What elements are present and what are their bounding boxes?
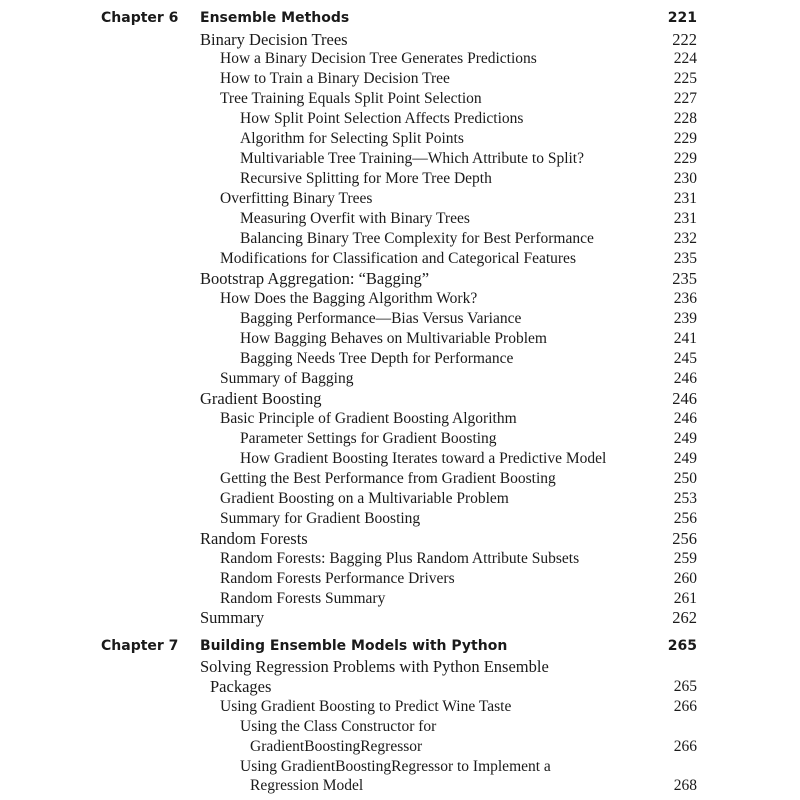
toc-entry-subsubsection: Algorithm for Selecting Split Points — [240, 130, 464, 147]
toc-entry-subsubsection: Multivariable Tree Training—Which Attribute to Split? — [240, 150, 584, 167]
toc-entry-page: 249 — [673, 450, 697, 467]
toc-entry-subsubsection: Bagging Needs Tree Depth for Performance — [240, 350, 514, 367]
toc-entry-subsection: Basic Principle of Gradient Boosting Algorithm — [220, 410, 517, 427]
toc-entry-subsubsection: How Split Point Selection Affects Predictions — [240, 110, 524, 127]
toc-entry-subsection: How Does the Bagging Algorithm Work? — [220, 290, 478, 307]
toc-entry-subsection: Tree Training Equals Split Point Selection — [220, 90, 482, 107]
toc-entry-subsection: Modifications for Classification and Categorical Features — [220, 250, 576, 267]
toc-entry-subsubsection: How Bagging Behaves on Multivariable Problem — [240, 330, 547, 347]
toc-entry-page: 262 — [672, 608, 697, 627]
toc-entry-subsubsection: Parameter Settings for Gradient Boosting — [240, 430, 497, 447]
chapter-label: Chapter 6 — [101, 10, 179, 26]
toc-entry-page: 246 — [673, 370, 697, 387]
toc-entry-page: 236 — [673, 290, 697, 307]
toc-entry-subsection: Overfitting Binary Trees — [220, 190, 373, 207]
toc-entry-subsubsection: Recursive Splitting for More Tree Depth — [240, 170, 492, 187]
toc-entry-page: 253 — [673, 490, 697, 507]
chapter-page-number: 265 — [667, 638, 697, 654]
toc-entry-subsubsection-continuation: Regression Model — [250, 777, 364, 794]
toc-entry-page: 241 — [673, 330, 697, 347]
chapter-page-number: 221 — [667, 10, 697, 26]
toc-entry-subsubsection: Bagging Performance—Bias Versus Variance — [240, 310, 522, 327]
toc-entry-section: Random Forests — [200, 529, 308, 548]
toc-entry-page: 227 — [673, 90, 697, 107]
toc-entry-page: 249 — [673, 430, 697, 447]
toc-entry-page: 268 — [673, 777, 697, 794]
toc-entry-page: 232 — [673, 230, 697, 247]
toc-entry-subsection: How to Train a Binary Decision Tree — [220, 70, 450, 87]
toc-entry-subsubsection: How Gradient Boosting Iterates toward a Predictive Model — [240, 450, 607, 467]
toc-entry-page: 246 — [672, 389, 697, 408]
toc-entry-page: 266 — [673, 738, 697, 755]
toc-entry-page: 231 — [673, 190, 697, 207]
toc-entry-page: 266 — [673, 698, 697, 715]
toc-entry-section: Binary Decision Trees — [200, 30, 348, 49]
toc-entry-page: 225 — [673, 70, 697, 87]
toc-entry-subsection: Using Gradient Boosting to Predict Wine Taste — [220, 698, 512, 715]
toc-entry-page: 260 — [673, 570, 697, 587]
toc-entry-page: 265 — [673, 678, 697, 695]
toc-entry-subsubsection: Measuring Overfit with Binary Trees — [240, 210, 470, 227]
toc-entry-page: 250 — [673, 470, 697, 487]
toc-entry-subsection: Summary for Gradient Boosting — [220, 510, 421, 527]
toc-entry-page: 235 — [672, 269, 697, 288]
toc-entry-subsubsection: Balancing Binary Tree Complexity for Best Performance — [240, 230, 594, 247]
toc-entry-subsection: Gradient Boosting on a Multivariable Problem — [220, 490, 509, 507]
toc-entry-page: 239 — [673, 310, 697, 327]
toc-entry-subsection: Random Forests Summary — [220, 590, 386, 607]
toc-entry-section: Bootstrap Aggregation: “Bagging” — [200, 269, 430, 288]
toc-entry-subsubsection-continuation: GradientBoostingRegressor — [250, 738, 423, 755]
toc-entry-section: Summary — [200, 608, 265, 627]
toc-entry-page: 246 — [673, 410, 697, 427]
toc-entry-section: Solving Regression Problems with Python Ensemble — [200, 657, 549, 676]
toc-entry-page: 231 — [673, 210, 697, 227]
toc-entry-page: 259 — [673, 550, 697, 567]
toc-entry-section: Gradient Boosting — [200, 389, 322, 408]
toc-entry-subsection: How a Binary Decision Tree Generates Predictions — [220, 50, 537, 67]
chapter-title: Building Ensemble Models with Python — [200, 638, 508, 654]
toc-entry-page: 230 — [673, 170, 697, 187]
chapter-label: Chapter 7 — [101, 638, 179, 654]
toc-entry-subsubsection: Using the Class Constructor for — [240, 718, 437, 735]
toc-entry-subsection: Summary of Bagging — [220, 370, 354, 387]
toc-entry-subsection: Random Forests Performance Drivers — [220, 570, 455, 587]
toc-entry-page: 224 — [673, 50, 697, 67]
toc-entry-page: 256 — [672, 529, 697, 548]
toc-entry-page: 256 — [673, 510, 697, 527]
toc-entry-subsubsection: Using GradientBoostingRegressor to Implement a — [240, 758, 551, 775]
toc-entry-page: 235 — [673, 250, 697, 267]
toc-entry-page: 222 — [672, 30, 697, 49]
toc-entry-page: 228 — [673, 110, 697, 127]
toc-entry-page: 229 — [673, 150, 697, 167]
toc-entry-section-continuation: Packages — [210, 677, 272, 696]
toc-entry-page: 261 — [673, 590, 697, 607]
toc-entry-page: 229 — [673, 130, 697, 147]
chapter-title: Ensemble Methods — [200, 10, 350, 26]
toc-entry-subsection: Getting the Best Performance from Gradient Boosting — [220, 470, 556, 487]
toc-entry-page: 245 — [673, 350, 697, 367]
toc-entry-subsection: Random Forests: Bagging Plus Random Attribute Subsets — [220, 550, 580, 567]
